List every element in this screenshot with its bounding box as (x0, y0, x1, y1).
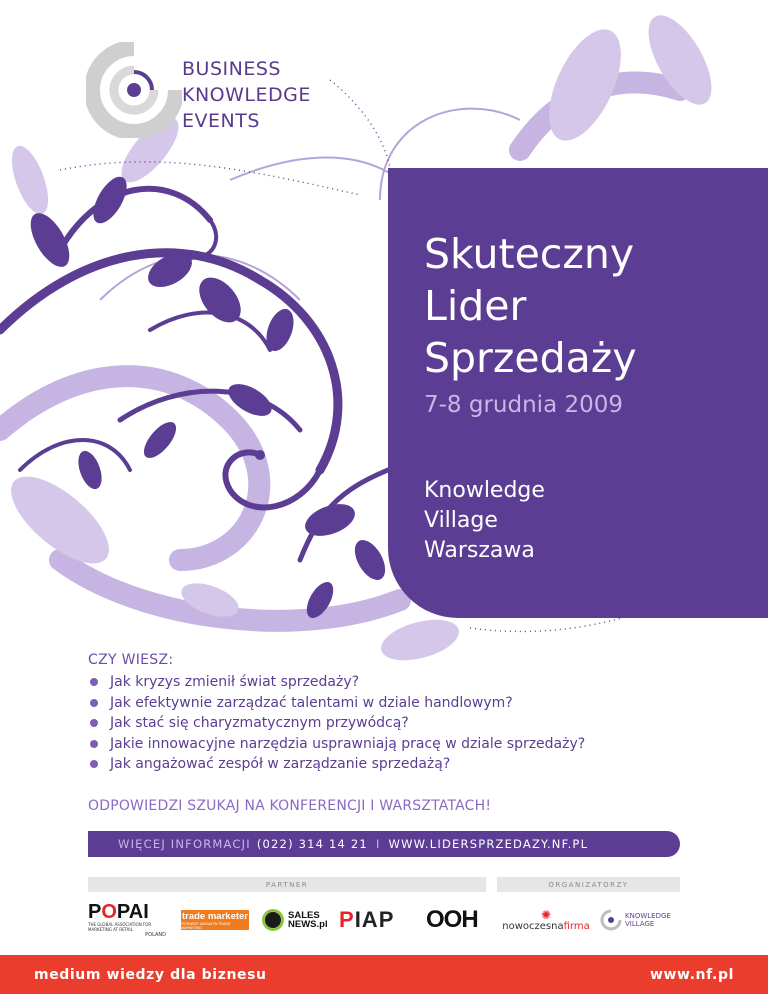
trade-marketer-logo (181, 910, 249, 930)
info-phone[interactable]: (022) 314 14 21 (256, 837, 368, 851)
question-text: Jak angażować zespół w zarządzanie sprzedażą? (110, 756, 451, 772)
sales-news-icon (262, 909, 284, 931)
list-item (88, 693, 708, 714)
logo-wordmark (182, 56, 311, 134)
logo-line: EVENTS (182, 110, 260, 132)
footer-bar (0, 955, 768, 994)
list-item (88, 754, 708, 775)
questions-section (88, 652, 708, 775)
bke-logo-icon (86, 42, 182, 138)
event-venue (424, 476, 545, 566)
venue-line: Warszawa (424, 538, 535, 563)
knowledge-village-logo (600, 903, 680, 937)
info-separator: I (375, 837, 381, 851)
venue-line: Knowledge (424, 478, 545, 503)
bullet-icon (90, 678, 98, 686)
info-label: WIĘCEJ INFORMACJI (118, 837, 251, 851)
list-item (88, 672, 708, 693)
footer-tagline: medium wiedzy dla biznesu (34, 966, 267, 983)
event-title (424, 228, 637, 384)
title-line: Lider (424, 282, 527, 330)
list-item (88, 713, 708, 734)
bullet-icon (90, 699, 98, 707)
bullet-icon (90, 719, 98, 727)
nowoczesna-firma-wordmark: nowoczesnafirma (502, 920, 590, 932)
ooh-logo: OOH (426, 906, 478, 933)
question-text: Jak kryzys zmienił świat sprzedaży? (110, 674, 360, 690)
info-url-link[interactable]: WWW.LIDERSPRZEDAZY.NF.PL (388, 837, 589, 851)
knowledge-village-icon (600, 909, 622, 931)
title-line: Skuteczny (424, 230, 635, 278)
sales-news-logo (262, 903, 328, 937)
business-knowledge-events-logo (86, 42, 356, 142)
knowledge-village-wordmark: KNOWLEDGE VILLAGE (625, 911, 671, 928)
question-text: Jakie innowacyjne narzędzia usprawniają pracę w dziale sprzedaży? (110, 735, 586, 752)
answer-callout: ODPOWIEDZI SZUKAJ NA KONFERENCJI I WARSZTATACH! (88, 798, 492, 814)
questions-list (88, 672, 708, 775)
questions-heading: CZY WIESZ: (88, 652, 174, 668)
nowoczesna-firma-logo (501, 903, 591, 937)
bullet-icon (90, 760, 98, 768)
trade-marketer-wordmark: trade marketer (181, 910, 248, 922)
title-line: Sprzedaży (424, 334, 637, 382)
popai-wordmark: POPAI (88, 901, 149, 923)
footer-url-link[interactable]: www.nf.pl (649, 966, 734, 983)
question-text: Jak stać się charyzmatycznym przywódcą? (110, 715, 409, 731)
question-text: Jak efektywnie zarządzać talentami w dziale handlowym? (110, 694, 513, 711)
list-item (88, 734, 708, 755)
trade-marketer-tagline: PIERWSZY MAGAZYN TRADE MARKETING (181, 921, 231, 930)
info-bar (88, 831, 680, 857)
event-info-panel (388, 168, 768, 618)
popai-logo (88, 903, 170, 937)
nowoczesna-firma-icon: ✺ (540, 907, 552, 922)
event-date: 7-8 grudnia 2009 (424, 392, 624, 418)
logo-line: BUSINESS (182, 58, 281, 80)
logo-line: KNOWLEDGE (182, 84, 311, 106)
popai-country: POLAND (145, 932, 166, 938)
organizers-label: ORGANIZATORZY (497, 877, 680, 892)
bullet-icon (90, 740, 98, 748)
sales-news-wordmark: SALES NEWS.pl (288, 910, 328, 930)
popai-tagline: THE GLOBAL ASSOCIATION FOR MARKETING AT RETAIL (88, 922, 152, 932)
venue-line: Village (424, 508, 498, 533)
partner-label: PARTNER (88, 877, 486, 892)
piap-logo: P IAP (339, 907, 395, 932)
